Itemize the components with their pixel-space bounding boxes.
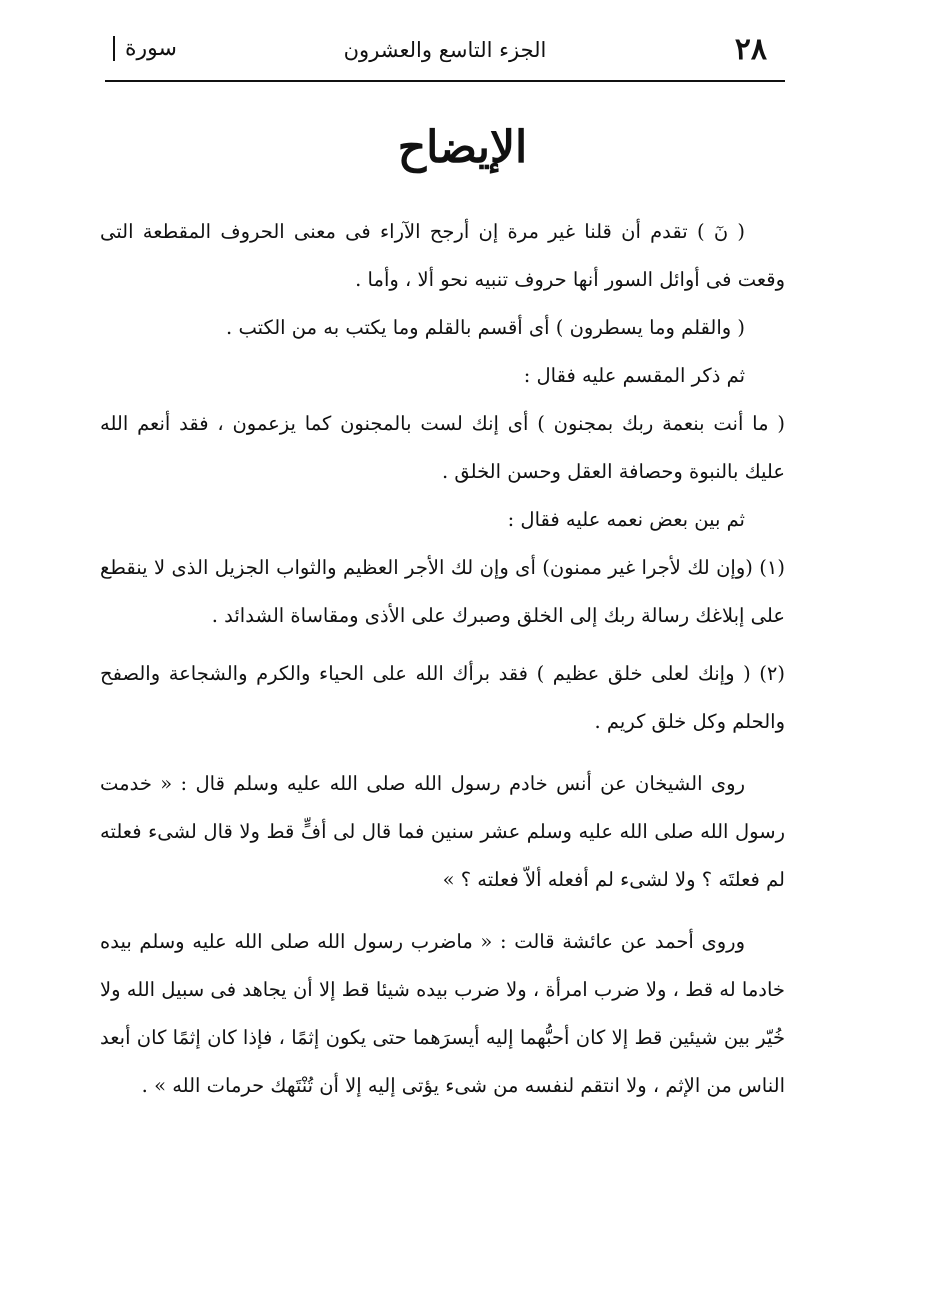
running-title: الجزء التاسع والعشرون <box>343 38 547 62</box>
paragraph-intro: ( نٓ ) تقدم أن قلنا غير مرة إن أرجح الآراء فى معنى الحروف المقطعة التى وقعت فى أوائل السور أنها حروف تنبيه نحو ألا ، وأما . <box>100 220 785 291</box>
paragraph-muqsam: ثم ذكر المقسم عليه فقال : <box>523 364 745 387</box>
section-title: الإيضاح <box>397 122 528 173</box>
spacer <box>100 904 785 918</box>
paragraph-hadith-anas: روى الشيخان عن أنس خادم رسول الله صلى الله عليه وسلم قال : « خدمت رسول الله صلى الله عليه وسلم عشر سنين فما قال لى أفٍّ قط ولا قال لشىء فعلته لم فعلتَه ؟ ولا لشىء لم أفعله ألاّ فعلته ؟ » <box>100 772 785 891</box>
paragraph-majnun: ( ما أنت بنعمة ربك بمجنون ) أى إنك لست بالمجنون كما يزعمون ، فقد أنعم الله عليك بالنبوة وحصافة العقل وحسن الخلق . <box>100 412 785 483</box>
body-text <box>100 208 785 1110</box>
paragraph-qalam: ( والقلم وما يسطرون ) أى أقسم بالقلم وما يكتب به من الكتب . <box>226 316 745 339</box>
paragraph-hadith-aisha: وروى أحمد عن عائشة قالت : « ماضرب رسول الله صلى الله عليه وسلم بيده خادما له قط ، ولا ضرب امرأة ، ولا ضرب بيده شيئا قط إلا أن يجاهد فى سبيل الله ولا خُيّر بين شيئين قط إلا كان أحبُّهما إليه أيسرَهما حتى يكون إثمًا ، فإذا كان إثمًا كان أبعد الناس من الإثم ، ولا انتقم لنفسه من شىء يؤتى إليه إلا أن تُنْتَهك حرمات الله » . <box>100 930 785 1097</box>
spacer <box>100 640 785 650</box>
surah-label: سورة <box>113 36 177 61</box>
paragraph-ajr: (١) (وإن لك لأجرا غير ممنون) أى وإن لك الأجر العظيم والثواب الجزيل الذى لا ينقطع على إبلاغك رسالة ربك إلى الخلق وصبرك على الأذى ومقاساة الشدائد . <box>100 556 785 627</box>
spacer <box>100 746 785 760</box>
paragraph-niam: ثم بين بعض نعمه عليه فقال : <box>507 508 745 531</box>
paragraph-khuluq: (٢) ( وإنك لعلى خلق عظيم ) فقد برأك الله على الحياء والكرم والشجاعة والصفح والحلم وكل خلق كريم . <box>100 662 785 733</box>
page-number: ٢٨ <box>734 32 767 67</box>
page-header <box>105 30 785 82</box>
